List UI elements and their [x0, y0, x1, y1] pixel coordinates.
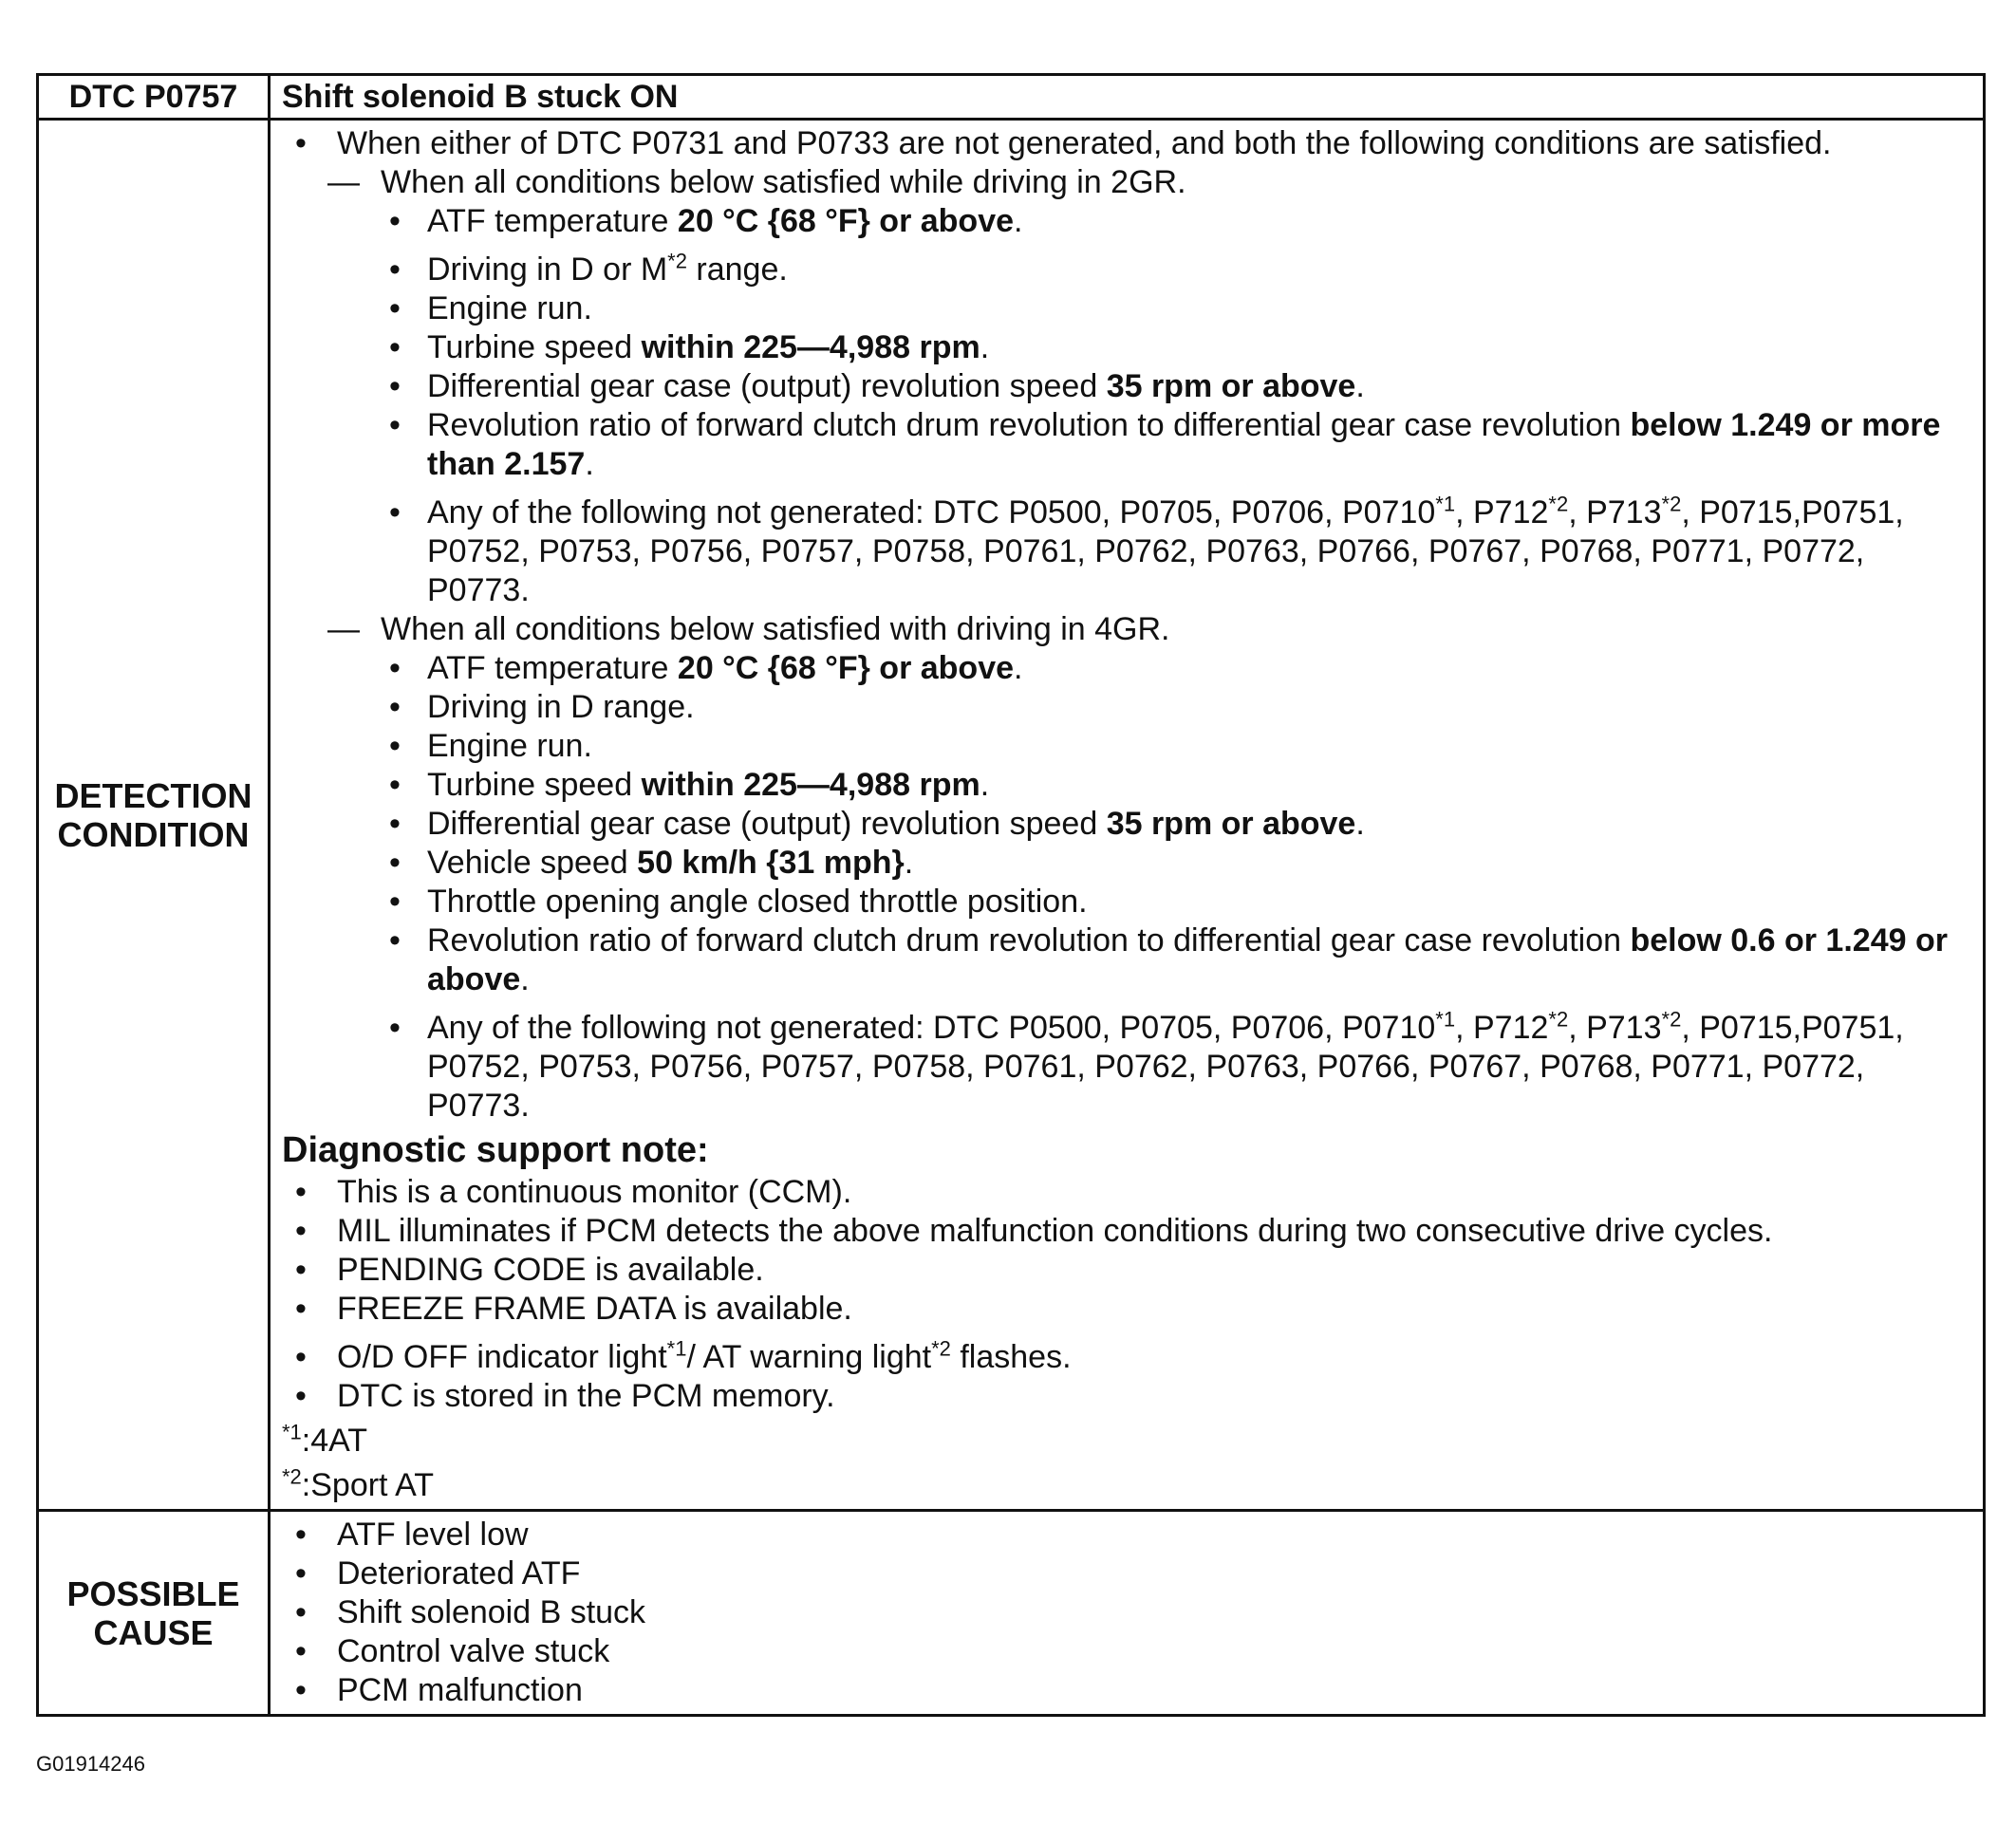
- list-item: • Vehicle speed 50 km/h {31 mph}.: [427, 844, 1973, 883]
- group-2gr-heading: — When all conditions below satisfied while driving in 2GR.: [327, 164, 1186, 200]
- list-item: • Differential gear case (output) revolution speed 35 rpm or above.: [427, 367, 1973, 406]
- list-item: • FREEZE FRAME DATA is available.: [282, 1290, 1973, 1329]
- detection-condition-content: [270, 120, 1985, 1511]
- list-item: • Revolution ratio of forward clutch drum revolution to differential gear case revolution below 1.249 or more than 2.157.: [427, 406, 1973, 484]
- list-item: • PCM malfunction: [282, 1671, 1973, 1710]
- possible-cause-content: [270, 1511, 1985, 1716]
- list-item: • Deteriorated ATF: [282, 1554, 1973, 1593]
- group-2gr-list: [282, 202, 1973, 610]
- list-item: • Shift solenoid B stuck: [282, 1593, 1973, 1632]
- intro-list: [282, 124, 1973, 163]
- list-item: • Driving in D or $M^{*2}$ range.: [427, 251, 1973, 289]
- intro-item: • When either of DTC P0731 and P0733 are not generated, and both the following conditions are satisfied.: [282, 124, 1973, 163]
- dtc-code: DTC P0757: [38, 75, 270, 120]
- figure-id: G01914246: [36, 1752, 145, 1776]
- label-line: CONDITION: [57, 814, 250, 854]
- list-item: • Differential gear case (output) revolution speed 35 rpm or above.: [427, 805, 1973, 844]
- list-item: • Throttle opening angle closed throttle position.: [427, 883, 1973, 921]
- detection-row: [38, 120, 1985, 1511]
- list-item: • DTC is stored in the PCM memory.: [282, 1377, 1973, 1416]
- list-item: • Turbine speed within 225—4,988 rpm.: [427, 766, 1973, 805]
- list-item: • ATF temperature 20 °C {68 °F} or above.: [427, 649, 1973, 688]
- cause-row: [38, 1511, 1985, 1716]
- list-item: • ATF level low: [282, 1516, 1973, 1554]
- list-item: • Engine run.: [427, 727, 1973, 766]
- diagnostic-note-title: Diagnostic support note:: [282, 1130, 709, 1170]
- dtc-table: [36, 73, 1986, 1717]
- label-line: DETECTION: [54, 775, 252, 815]
- footnote-sport-at: $^{*2}$:Sport AT: [282, 1464, 435, 1503]
- detection-condition-label: [38, 120, 270, 1511]
- list-item: • Driving in D range.: [427, 688, 1973, 727]
- group-4gr-list: [282, 649, 1973, 1126]
- list-item: • MIL illuminates if PCM detects the above malfunction conditions during two consecutive drive cycles.: [282, 1212, 1973, 1251]
- footnote-4at: $^{*1}$:4AT: [282, 1420, 368, 1459]
- list-item: • Turbine speed within 225—4,988 rpm.: [427, 328, 1973, 367]
- list-item: • O/D OFF indicator light$^{*1}$/ AT warning light$^{*2}$ flashes.: [282, 1338, 1973, 1377]
- list-item: • Control valve stuck: [282, 1632, 1973, 1671]
- list-item: • Revolution ratio of forward clutch drum revolution to differential gear case revolution below 0.6 or 1.249 or above.: [427, 921, 1973, 999]
- list-item: • Any of the following not generated: DTC P0500, P0705, P0706, P0710$^{*1}$, P712$^{*2}$, P713$^{*2}$, P0715,P0751, P0752, P0753, P0756, P0757, P0758, P0761, P0762, P0763, P0766, P0767, P0768, P0771, P0772, P0773.: [427, 1009, 1973, 1126]
- label-line: POSSIBLE: [66, 1573, 240, 1613]
- list-item: • ATF temperature 20 °C {68 °F} or above.: [427, 202, 1973, 241]
- dtc-title: Shift solenoid B stuck ON: [270, 75, 1985, 120]
- list-item: • PENDING CODE is available.: [282, 1251, 1973, 1290]
- group-4gr-heading: — When all conditions below satisfied with driving in 4GR.: [327, 611, 1170, 647]
- list-item: • Any of the following not generated: DTC P0500, P0705, P0706, P0710$^{*1}$, P712$^{*2}$, P713$^{*2}$, P0715,P0751, P0752, P0753, P0756, P0757, P0758, P0761, P0762, P0763, P0766, P0767, P0768, P0771, P0772, P0773.: [427, 493, 1973, 610]
- cause-list: [282, 1516, 1973, 1710]
- possible-cause-label: [38, 1511, 270, 1716]
- header-row: [38, 75, 1985, 120]
- label-line: CAUSE: [93, 1612, 214, 1652]
- list-item: • This is a continuous monitor (CCM).: [282, 1173, 1973, 1212]
- list-item: • Engine run.: [427, 289, 1973, 328]
- diagnostic-note-list: [282, 1173, 1973, 1416]
